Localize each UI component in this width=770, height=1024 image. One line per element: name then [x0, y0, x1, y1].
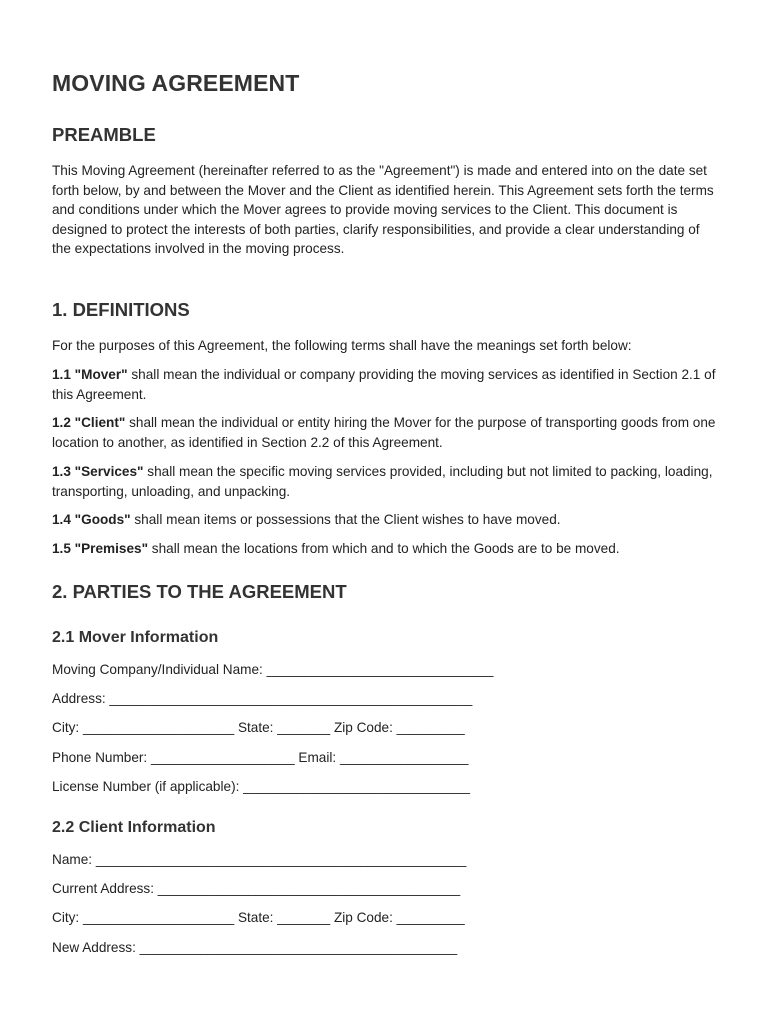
preamble-text: This Moving Agreement (hereinafter referred to as the "Agreement") is made and entered into on the date set forth below, by and between the Mover and the Client as identified herein. This Agreement sets forth the terms and conditions under which the Mover agrees to provide moving services to the Client. This document is designed to protect the interests of both parties, clarify responsibilities, and provide a clear understanding of the expectations involved in the moving process. — [52, 163, 714, 257]
client-city-state-zip-field[interactable]: City: ____________________ State: _______ Zip Code: _________ — [52, 910, 465, 925]
definition-text: shall mean the locations from which and to which the Goods are to be moved. — [148, 541, 620, 556]
definition-item — [52, 539, 722, 559]
definition-text: shall mean the individual or company providing the moving services as identified in Section 2.1 of this Agreement. — [52, 367, 716, 402]
mover-address-field[interactable]: Address: ________________________________________________ — [52, 691, 473, 706]
definition-term: 1.1 "Mover" — [52, 367, 128, 382]
preamble-heading: PREAMBLE — [52, 124, 156, 145]
definition-item — [52, 365, 722, 404]
client-new-address-field[interactable]: New Address: __________________________________________ — [52, 940, 458, 955]
mover-license-field[interactable]: License Number (if applicable): ______________________________ — [52, 779, 470, 794]
client-name-field[interactable]: Name: _________________________________________________ — [52, 852, 467, 867]
mover-info-heading: 2.1 Mover Information — [52, 629, 219, 646]
mover-name-field[interactable]: Moving Company/Individual Name: ______________________________ — [52, 662, 494, 677]
definition-item — [52, 413, 722, 452]
definition-item — [52, 462, 722, 501]
definition-term: 1.5 "Premises" — [52, 541, 149, 556]
parties-heading: 2. PARTIES TO THE AGREEMENT — [52, 581, 347, 602]
definition-term: 1.4 "Goods" — [52, 512, 131, 527]
definition-term: 1.2 "Client" — [52, 415, 126, 430]
definitions-heading: 1. DEFINITIONS — [52, 299, 190, 320]
document-title: MOVING AGREEMENT — [52, 70, 300, 96]
definition-text: shall mean the individual or entity hiring the Mover for the purpose of transporting goods from one location to another, as identified in Section 2.2 of this Agreement. — [52, 415, 716, 450]
client-info-heading: 2.2 Client Information — [52, 819, 216, 836]
definition-text: shall mean items or possessions that the Client wishes to have moved. — [130, 512, 561, 527]
mover-city-state-zip-field[interactable]: City: ____________________ State: _______ Zip Code: _________ — [52, 720, 465, 735]
mover-phone-email-field[interactable]: Phone Number: ___________________ Email: _________________ — [52, 750, 469, 765]
definition-item — [52, 510, 722, 530]
definition-text: shall mean the specific moving services provided, including but not limited to packing, loading, transporting, unloading, and unpacking. — [52, 464, 713, 499]
definition-term: 1.3 "Services" — [52, 464, 144, 479]
definitions-intro: For the purposes of this Agreement, the following terms shall have the meanings set forth below: — [52, 338, 632, 353]
client-current-address-field[interactable]: Current Address: ________________________________________ — [52, 881, 461, 896]
